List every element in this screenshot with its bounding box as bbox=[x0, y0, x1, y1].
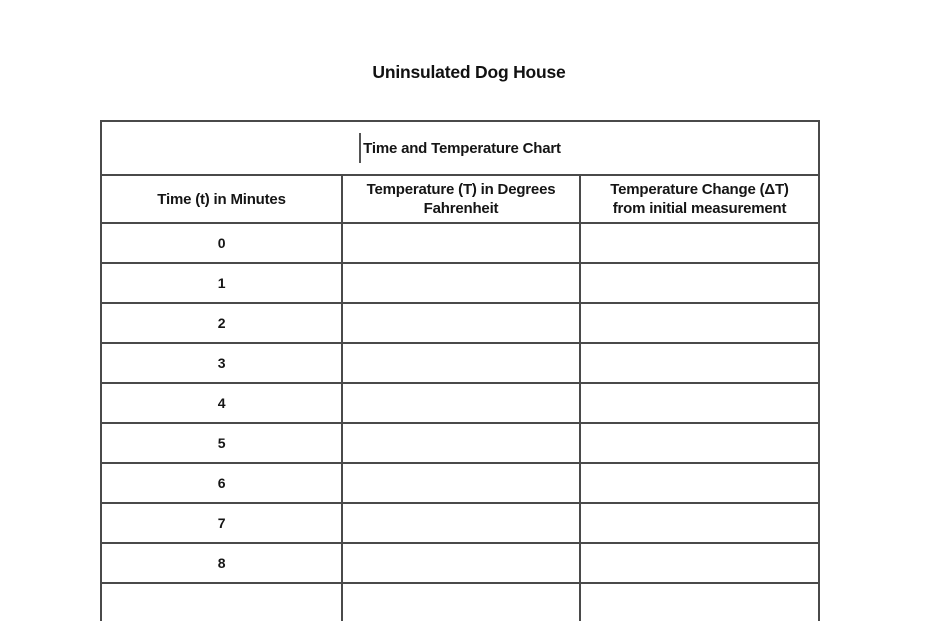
change-cell[interactable] bbox=[580, 223, 819, 263]
col-header-temperature-line1: Temperature (T) in Degrees bbox=[366, 181, 556, 198]
change-cell[interactable] bbox=[580, 263, 819, 303]
temperature-cell[interactable] bbox=[342, 303, 580, 343]
change-cell[interactable] bbox=[580, 383, 819, 423]
temperature-cell[interactable] bbox=[342, 463, 580, 503]
time-cell[interactable]: 0 bbox=[101, 223, 342, 263]
text-caret bbox=[359, 133, 361, 163]
time-cell[interactable]: 2 bbox=[101, 303, 342, 343]
table-row bbox=[101, 223, 819, 263]
table-row bbox=[101, 303, 819, 343]
time-cell[interactable]: 5 bbox=[101, 423, 342, 463]
table-row bbox=[101, 463, 819, 503]
change-cell[interactable] bbox=[580, 503, 819, 543]
temperature-cell[interactable] bbox=[342, 503, 580, 543]
time-temperature-table bbox=[100, 120, 820, 621]
time-cell[interactable]: 1 bbox=[101, 263, 342, 303]
document-title: Uninsulated Dog House bbox=[372, 62, 566, 82]
col-header-temperature-change-line1: Temperature Change (ΔT) bbox=[610, 181, 789, 198]
table-row bbox=[101, 423, 819, 463]
col-header-temperature[interactable] bbox=[342, 175, 580, 223]
col-header-time[interactable] bbox=[101, 175, 342, 223]
table-row bbox=[101, 383, 819, 423]
temperature-cell[interactable] bbox=[342, 543, 580, 583]
col-header-temperature-change-line2: from initial measurement bbox=[612, 200, 787, 217]
time-cell[interactable]: 7 bbox=[101, 503, 342, 543]
table-row bbox=[101, 503, 819, 543]
table-row bbox=[101, 343, 819, 383]
time-cell[interactable] bbox=[101, 583, 342, 621]
change-cell[interactable] bbox=[580, 303, 819, 343]
time-cell[interactable]: 4 bbox=[101, 383, 342, 423]
temperature-cell[interactable] bbox=[342, 263, 580, 303]
col-header-temperature-change[interactable] bbox=[580, 175, 819, 223]
col-header-temperature-line2: Fahrenheit bbox=[423, 200, 499, 217]
temperature-cell[interactable] bbox=[342, 223, 580, 263]
temperature-cell[interactable] bbox=[342, 423, 580, 463]
table-row bbox=[101, 543, 819, 583]
table-header-row bbox=[101, 175, 819, 223]
change-cell[interactable] bbox=[580, 543, 819, 583]
table-body bbox=[101, 223, 819, 621]
temperature-cell[interactable] bbox=[342, 343, 580, 383]
time-cell[interactable]: 6 bbox=[101, 463, 342, 503]
table-row-partial bbox=[101, 583, 819, 621]
temperature-cell[interactable] bbox=[342, 583, 580, 621]
change-cell[interactable] bbox=[580, 463, 819, 503]
change-cell[interactable] bbox=[580, 583, 819, 621]
table-caption-row bbox=[101, 121, 819, 175]
time-cell[interactable]: 8 bbox=[101, 543, 342, 583]
table-caption-cell[interactable] bbox=[101, 121, 819, 175]
change-cell[interactable] bbox=[580, 423, 819, 463]
table-row bbox=[101, 263, 819, 303]
change-cell[interactable] bbox=[580, 343, 819, 383]
col-header-time-line1: Time (t) in Minutes bbox=[157, 190, 286, 208]
temperature-cell[interactable] bbox=[342, 383, 580, 423]
time-cell[interactable]: 3 bbox=[101, 343, 342, 383]
table-caption: Time and Temperature Chart bbox=[363, 139, 561, 157]
